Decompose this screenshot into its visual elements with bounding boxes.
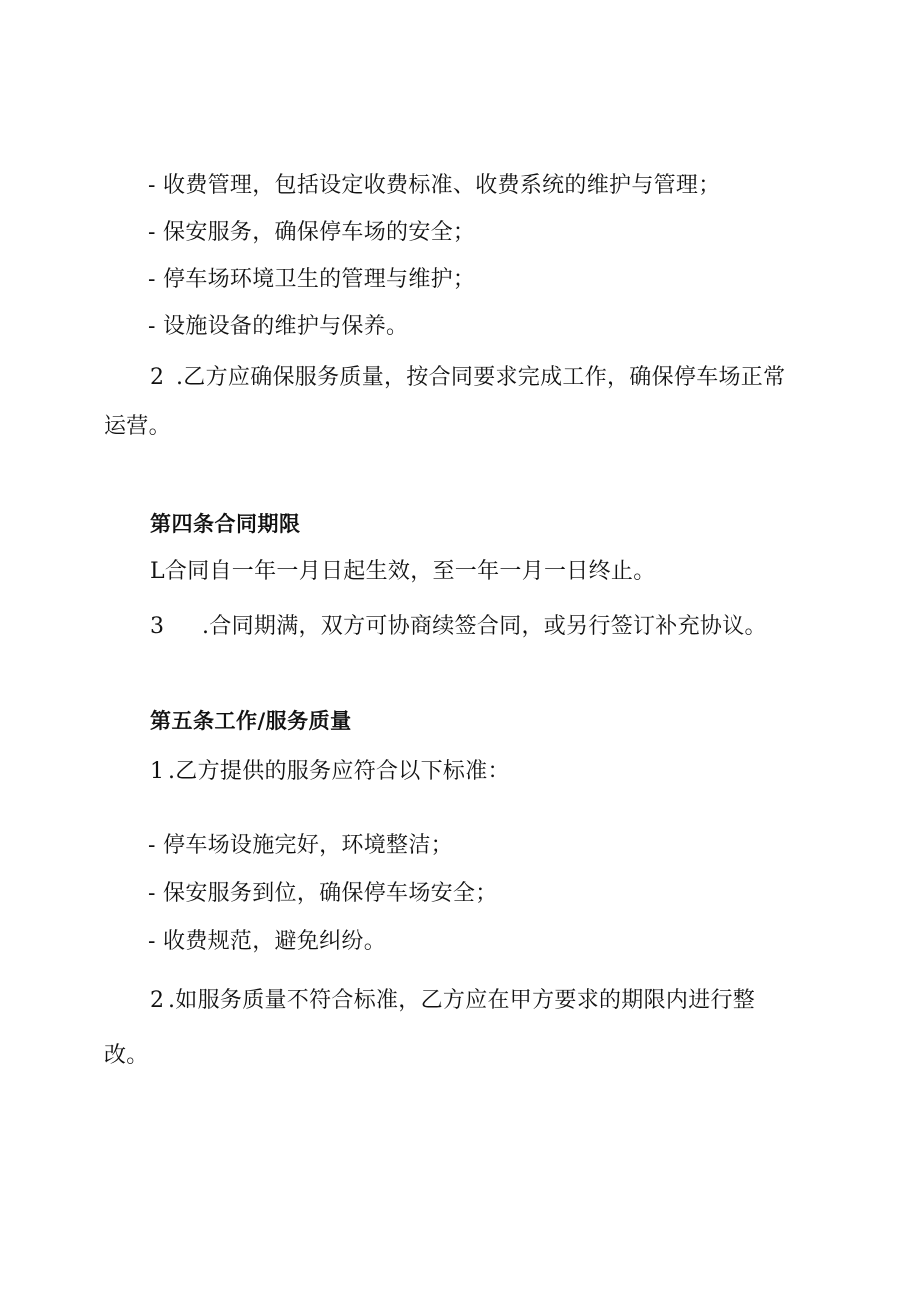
standard-item-security: - 保安服务到位，确保停车场安全； <box>148 881 498 906</box>
clause-number: 2 <box>150 988 165 1013</box>
clause-5-2-line-2: 改。 <box>104 1043 149 1068</box>
service-item-sanitation: - 停车场环境卫生的管理与维护； <box>148 267 476 292</box>
clause-number: 1 <box>150 759 165 784</box>
clause-text: .合同期满，双方可协商续签合同，或另行签订补充协议。 <box>202 614 767 639</box>
clause-text: .乙方提供的服务应符合以下标准： <box>168 759 510 784</box>
service-item-fee-management: - 收费管理，包括设定收费标准、收费系统的维护与管理； <box>148 173 721 198</box>
clause-3-2-line-1 <box>150 364 785 392</box>
clause-4-1: L合同自一年一月日起生效，至一年一月一日终止。 <box>150 559 656 584</box>
clause-5-1 <box>150 758 510 786</box>
service-item-facility-maintenance: - 设施设备的维护与保养。 <box>148 314 409 339</box>
standard-item-facilities: - 停车场设施完好，环境整洁； <box>148 833 453 858</box>
clause-3-2-line-2: 运营。 <box>104 414 171 439</box>
service-item-security: - 保安服务，确保停车场的安全； <box>148 220 476 245</box>
clause-text: .乙方应确保服务质量，按合同要求完成工作，确保停车场正常 <box>176 365 786 390</box>
section-4-heading: 第四条合同期限 <box>150 512 301 536</box>
clause-4-2 <box>150 613 767 641</box>
clause-text: .如服务质量不符合标准，乙方应在甲方要求的期限内进行整 <box>168 988 756 1013</box>
clause-number: 3 <box>150 614 165 639</box>
standard-item-fees: - 收费规范，避免纠纷。 <box>148 929 387 954</box>
clause-number: 2 <box>150 365 165 390</box>
clause-5-2-line-1 <box>150 987 755 1015</box>
section-5-heading: 第五条工作/服务质量 <box>150 709 352 733</box>
